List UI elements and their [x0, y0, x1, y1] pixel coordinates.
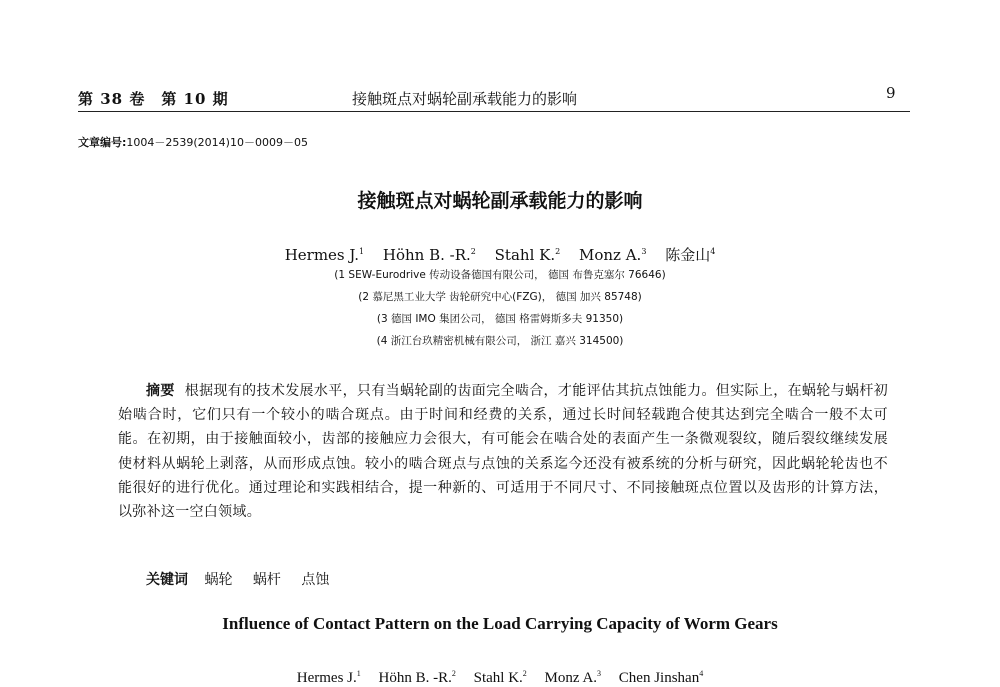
- author: Monz A.$^3$: [578, 246, 647, 264]
- author-en: Monz A.$^3$: [544, 669, 602, 686]
- article-id-value: 1004－2539(2014)10－0009－05: [126, 136, 308, 149]
- keyword: 蜗杆: [252, 572, 281, 588]
- keyword: 点蚀: [301, 572, 330, 588]
- header-running-title: 接触斑点对蜗轮副承载能力的影响: [352, 90, 578, 108]
- paper-title-cn: 接触斑点对蜗轮副承载能力的影响: [357, 190, 643, 212]
- keyword: 蜗轮: [204, 572, 233, 588]
- author-en: Chen Jinshan$^4$: [618, 669, 704, 686]
- author-list: [0, 244, 1000, 265]
- header-volume-issue: 第 38 卷 第 10 期: [78, 90, 229, 108]
- affiliation: (3 德国 IMO 集团公司， 德国 格雷姆斯多夫 91350): [376, 313, 624, 325]
- paper-title-en: Influence of Contact Pattern on the Load Carrying Capacity of Worm Gears: [222, 614, 778, 633]
- author: Höhn B. -R.$^2$: [382, 246, 476, 264]
- author-list-en: [0, 669, 1000, 687]
- author: 陈金山$^4$: [665, 246, 716, 264]
- author: Hermes J.$^1$: [284, 246, 365, 264]
- author: Stahl K.$^2$: [494, 246, 561, 264]
- abstract-text: 根据现有的技术发展水平，只有当蜗轮副的齿面完全啮合，才能评估其抗点蚀能力。但实际上，在蜗轮与蜗杆初始啮合时，它们只有一个较小的啮合斑点。由于时间和经费的关系，通过长时间轻载跑合使其达到完全啮合一般不太可能。在初期，由于接触面较小，齿部的接触应力会很大，有可能会在啮合处的表面产生一条微观裂纹，随后裂纹继续发展使材料从蜗轮上剥落，从而形成点蚀。较小的啮合斑点与点蚀的关系迄今还没有被系统的分析与研究，因此蜗轮轮齿也不能很好的进行优化。通过理论和实践相结合，提一种新的、可适用于不同尺寸、不同接触斑点位置以及齿形的计算方法，以弥补这一空白领域。: [118, 383, 888, 521]
- affiliation: (1 SEW-Eurodrive 传动设备德国有限公司， 德国 布鲁克塞尔 76646): [334, 269, 666, 281]
- affiliation: (2 慕尼黑工业大学 齿轮研究中心(FZG)， 德国 加兴 85748): [358, 291, 642, 303]
- affiliation: (4 浙江台玖精密机械有限公司， 浙江 嘉兴 314500): [376, 335, 624, 347]
- article-id: [78, 134, 308, 150]
- keywords: [146, 569, 345, 589]
- header-page-number: 9: [886, 84, 896, 102]
- keywords-label: 关键词: [146, 572, 188, 588]
- abstract-label: 摘要: [146, 383, 175, 399]
- header-divider: [78, 111, 910, 112]
- author-en: Höhn B. -R.$^2$: [378, 669, 456, 686]
- author-en: Hermes J.$^1$: [296, 669, 361, 686]
- abstract: [118, 379, 888, 524]
- author-en: Stahl K.$^2$: [473, 669, 527, 686]
- article-id-label: 文章编号:: [78, 136, 127, 149]
